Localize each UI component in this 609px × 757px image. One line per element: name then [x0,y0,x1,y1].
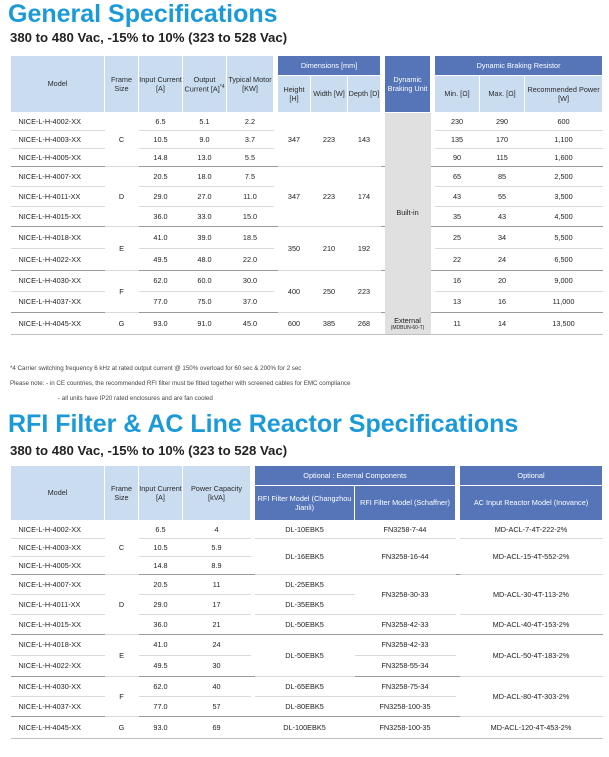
power-cell: 1,100 [525,131,603,149]
schaffner-cell: FN3258-42-33 [355,615,456,635]
min-cell: 43 [435,187,480,207]
frame-cell: C [105,113,139,167]
input-cell: 93.0 [139,717,183,739]
power-cell: 6,500 [525,249,603,271]
power-cell: 2,500 [525,167,603,187]
col-min: Min. [Ω] [435,76,480,113]
model-cell: NICE-L-H-4030-XX [11,271,105,292]
frame-cell: F [105,677,139,717]
min-cell: 65 [435,167,480,187]
max-cell: 55 [480,187,525,207]
col-optional: Optional [460,466,603,486]
width-cell: 250 [311,271,348,313]
input-cell: 10.5 [139,539,183,557]
jianli-cell: DL-100EBK5 [255,717,355,739]
schaffner-cell: FN3258-16-44 [355,539,456,575]
jianli-cell: DL-50EBK5 [255,635,355,677]
frame-cell: E [105,635,139,677]
model-cell: NICE-L-H-4003-XX [11,131,105,149]
output-cell: 5.1 [183,113,227,131]
height-cell: 347 [278,113,311,167]
max-cell: 290 [480,113,525,131]
height-cell: 350 [278,227,311,271]
col-width: Width [W] [311,76,348,113]
reactor-cell: MD-ACL-7-4T-222-2% [460,521,603,539]
output-cell: 18.0 [183,167,227,187]
col-braking-resistor: Dynamic Braking Resistor [435,56,603,76]
table-row [11,615,603,635]
table-row [11,271,603,292]
schaffner-cell: FN3258-55-34 [355,656,456,677]
max-cell: 20 [480,271,525,292]
min-cell: 16 [435,271,480,292]
reactor-cell: MD-ACL-120-4T-453-2% [460,717,603,739]
input-cell: 49.5 [139,656,183,677]
jianli-cell: DL-16EBK5 [255,539,355,575]
table-row [11,227,603,249]
model-cell: NICE-L-H-4002-XX [11,113,105,131]
min-cell: 135 [435,131,480,149]
power-cell: 13,500 [525,313,603,335]
frame-cell: F [105,271,139,313]
max-cell: 115 [480,149,525,167]
model-cell: NICE-L-H-4037-XX [11,292,105,313]
col-model: Model [11,56,105,113]
col-recommended: Recommended Power [W] [525,76,603,113]
model-cell: NICE-L-H-4011-XX [11,187,105,207]
table-row [11,167,603,187]
frame-cell: G [105,313,139,335]
jianli-cell: DL-65EBK5 [255,677,355,697]
power-cell: 5,500 [525,227,603,249]
model-cell: NICE-L-H-4015-XX [11,615,105,635]
frame-cell: D [105,575,139,635]
model-cell: NICE-L-H-4005-XX [11,149,105,167]
external-sub-label: (MDBUN-60-T) [390,324,425,331]
motor-cell: 11.0 [227,187,274,207]
frame-cell: G [105,717,139,739]
schaffner-cell: FN3258-7-44 [355,521,456,539]
input-cell: 77.0 [139,697,183,717]
input-cell: 77.0 [139,292,183,313]
table-row [11,635,603,656]
jianli-cell: DL-35EBK5 [255,595,355,615]
min-cell: 230 [435,113,480,131]
power-cell: 600 [525,113,603,131]
output-cell: 91.0 [183,313,227,335]
kva-cell: 17 [183,595,251,615]
model-cell: NICE-L-H-4007-XX [11,575,105,595]
rfi-spec-table [10,465,603,739]
col-typical-motor: Typical Motor [KW] [227,56,274,113]
motor-cell: 7.5 [227,167,274,187]
output-footnote-mark: *4 [219,83,225,90]
min-cell: 35 [435,207,480,227]
col-input-current: Input Current [A] [139,466,183,521]
col-output-current [183,56,227,113]
kva-cell: 24 [183,635,251,656]
output-cell: 60.0 [183,271,227,292]
depth-cell: 174 [348,167,381,227]
reactor-cell: MD-ACL-40-4T-153-2% [460,615,603,635]
frame-cell: E [105,227,139,271]
height-cell: 347 [278,167,311,227]
external-label: External [394,315,421,325]
kva-cell: 69 [183,717,251,739]
max-cell: 43 [480,207,525,227]
depth-cell: 223 [348,271,381,313]
kva-cell: 4 [183,521,251,539]
braking-builtin-cell: Built-in [385,113,431,313]
footnote: *4 Carrier switching frequency 6 kHz at rated output current @ 150% overload for 60 sec & 200% for 2 sec [10,365,302,372]
col-max: Max. [Ω] [480,76,525,113]
height-cell: 400 [278,271,311,313]
depth-cell: 268 [348,313,381,335]
col-optional-external: Optional : External Components [255,466,456,486]
max-cell: 170 [480,131,525,149]
section2-subtitle: 380 to 480 Vac, -15% to 10% (323 to 528 Vac) [10,443,288,458]
model-cell: NICE-L-H-4018-XX [11,227,105,249]
col-rfi-schaffner: RFI Filter Model (Schaffner) [355,486,456,521]
motor-cell: 37.0 [227,292,274,313]
motor-cell: 5.5 [227,149,274,167]
braking-external-cell [385,313,431,335]
model-cell: NICE-L-H-4011-XX [11,595,105,615]
output-cell: 9.0 [183,131,227,149]
output-cell: 27.0 [183,187,227,207]
frame-cell: D [105,167,139,227]
input-cell: 93.0 [139,313,183,335]
kva-cell: 8.9 [183,557,251,575]
power-cell: 4,500 [525,207,603,227]
col-rfi-jianli: RFI Filter Model (Changzhou Jianli) [255,486,355,521]
model-cell: NICE-L-H-4005-XX [11,557,105,575]
min-cell: 22 [435,249,480,271]
min-cell: 13 [435,292,480,313]
input-cell: 49.5 [139,249,183,271]
general-spec-table [10,55,603,335]
depth-cell: 143 [348,113,381,167]
model-cell: NICE-L-H-4015-XX [11,207,105,227]
input-cell: 14.8 [139,557,183,575]
schaffner-cell: FN3258-30-33 [355,575,456,615]
table-row [11,677,603,697]
schaffner-cell: FN3258-100-35 [355,717,456,739]
depth-cell: 192 [348,227,381,271]
model-cell: NICE-L-H-4022-XX [11,249,105,271]
output-cell: 39.0 [183,227,227,249]
section2-title: RFI Filter & AC Line Reactor Specifications [8,410,519,438]
schaffner-cell: FN3258-42-33 [355,635,456,656]
col-braking-unit: Dynamic Braking Unit [385,56,431,113]
please-note: Please note: - in CE countries, the recommended RFI filter must be fitted together with screened cables for EMC compliance [10,380,351,387]
kva-cell: 5.9 [183,539,251,557]
model-cell: NICE-L-H-4037-XX [11,697,105,717]
output-current-label: Output Current [A] [184,74,220,94]
jianli-cell: DL-10EBK5 [255,521,355,539]
min-cell: 25 [435,227,480,249]
power-cell: 9,000 [525,271,603,292]
input-cell: 10.5 [139,131,183,149]
input-cell: 20.5 [139,575,183,595]
motor-cell: 15.0 [227,207,274,227]
motor-cell: 30.0 [227,271,274,292]
input-cell: 29.0 [139,187,183,207]
input-cell: 41.0 [139,227,183,249]
model-cell: NICE-L-H-4022-XX [11,656,105,677]
motor-cell: 3.7 [227,131,274,149]
min-cell: 90 [435,149,480,167]
input-cell: 36.0 [139,615,183,635]
section1-subtitle: 380 to 480 Vac, -15% to 10% (323 to 528 Vac) [10,30,288,45]
power-cell: 1,600 [525,149,603,167]
table-row [11,575,603,595]
col-frame: Frame Size [105,56,139,113]
max-cell: 14 [480,313,525,335]
max-cell: 34 [480,227,525,249]
max-cell: 24 [480,249,525,271]
notes [10,361,350,406]
model-cell: NICE-L-H-4018-XX [11,635,105,656]
output-cell: 75.0 [183,292,227,313]
input-cell: 14.8 [139,149,183,167]
col-dimensions: Dimensions [mm] [278,56,381,76]
input-cell: 62.0 [139,271,183,292]
kva-cell: 40 [183,677,251,697]
schaffner-cell: FN3258-75-34 [355,677,456,697]
model-cell: NICE-L-H-4045-XX [11,717,105,739]
reactor-cell: MD-ACL-50-4T-183-2% [460,635,603,677]
motor-cell: 18.5 [227,227,274,249]
input-cell: 6.5 [139,521,183,539]
reactor-cell: MD-ACL-15-4T-552-2% [460,539,603,575]
model-cell: NICE-L-H-4002-XX [11,521,105,539]
input-cell: 29.0 [139,595,183,615]
col-model: Model [11,466,105,521]
reactor-cell: MD-ACL-30-4T-113-2% [460,575,603,615]
frame-cell: C [105,521,139,575]
width-cell: 210 [311,227,348,271]
col-reactor: AC Input Reactor Model (Inovance) [460,486,603,521]
kva-cell: 57 [183,697,251,717]
min-cell: 11 [435,313,480,335]
motor-cell: 22.0 [227,249,274,271]
width-cell: 385 [311,313,348,335]
max-cell: 16 [480,292,525,313]
width-cell: 223 [311,167,348,227]
output-cell: 48.0 [183,249,227,271]
input-cell: 20.5 [139,167,183,187]
model-cell: NICE-L-H-4045-XX [11,313,105,335]
model-cell: NICE-L-H-4030-XX [11,677,105,697]
table-row [11,717,603,739]
col-depth: Depth [D] [348,76,381,113]
motor-cell: 2.2 [227,113,274,131]
reactor-cell: MD-ACL-80-4T-303-2% [460,677,603,717]
power-cell: 11,000 [525,292,603,313]
note-2: - all units have IP20 rated enclosures and are fan cooled [58,395,213,402]
table-row [11,539,603,557]
jianli-cell: DL-80EBK5 [255,697,355,717]
col-power-capacity: Power Capacity [kVA] [183,466,251,521]
input-cell: 36.0 [139,207,183,227]
input-cell: 41.0 [139,635,183,656]
jianli-cell: DL-50EBK5 [255,615,355,635]
kva-cell: 11 [183,575,251,595]
width-cell: 223 [311,113,348,167]
model-cell: NICE-L-H-4003-XX [11,539,105,557]
model-cell: NICE-L-H-4007-XX [11,167,105,187]
kva-cell: 21 [183,615,251,635]
power-cell: 3,500 [525,187,603,207]
motor-cell: 45.0 [227,313,274,335]
output-cell: 13.0 [183,149,227,167]
max-cell: 85 [480,167,525,187]
col-input-current: Input Current [A] [139,56,183,113]
input-cell: 6.5 [139,113,183,131]
output-cell: 33.0 [183,207,227,227]
jianli-cell: DL-25EBK5 [255,575,355,595]
col-frame: Frame Size [105,466,139,521]
input-cell: 62.0 [139,677,183,697]
kva-cell: 30 [183,656,251,677]
schaffner-cell: FN3258-100-35 [355,697,456,717]
section1-title: General Specifications [8,0,278,28]
height-cell: 600 [278,313,311,335]
table-row [11,113,603,131]
table-row [11,521,603,539]
col-height: Height [H] [278,76,311,113]
table-row [11,313,603,335]
